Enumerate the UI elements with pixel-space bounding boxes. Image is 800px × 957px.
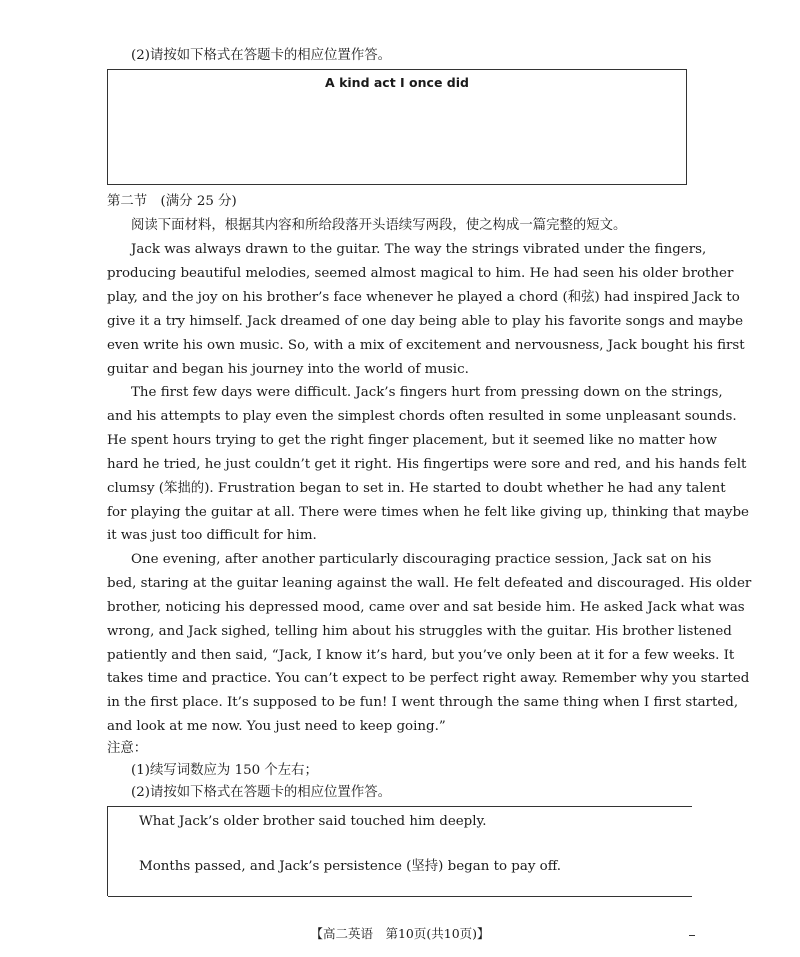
passage-line: brother, noticing his depressed mood, came over and sat beside him. He asked Jack what was — [107, 600, 745, 615]
task-instruction: 阅读下面材料，根据其内容和所给段落开头语续写两段，使之构成一篇完整的短文。 — [131, 218, 627, 233]
passage-line: takes time and practice. You can’t expect to be perfect right away. Remember why you started — [107, 671, 750, 686]
passage-line: guitar and began his journey into the world of music. — [107, 362, 469, 377]
passage-line: bed, staring at the guitar leaning against the wall. He felt defeated and discouraged. His older — [107, 576, 752, 591]
note-2: (2)请按如下格式在答题卡的相应位置作答。 — [131, 785, 391, 800]
passage-line: play, and the joy on his brother’s face whenever he played a chord (和弦) had inspired Jack to — [107, 290, 740, 305]
page-footer: 【高二英语 第10页(共10页)】 — [310, 926, 490, 941]
passage-line: and look at me now. You just need to keep going.” — [107, 719, 446, 734]
passage-line: He spent hours trying to get the right finger placement, but it seemed like no matter how — [107, 433, 717, 448]
passage-line: One evening, after another particularly discouraging practice session, Jack sat on his — [131, 552, 712, 567]
passage-line: for playing the guitar at all. There were times when he felt like giving up, thinking that maybe — [107, 505, 749, 520]
passage-line: The first few days were difficult. Jack’s fingers hurt from pressing down on the strings, — [131, 385, 723, 400]
passage-line: hard he tried, he just couldn’t get it right. His fingertips were sore and red, and his hands felt — [107, 457, 747, 472]
note-1: (1)续写词数应为 150 个左右； — [131, 763, 318, 778]
passage-line: producing beautiful melodies, seemed almost magical to him. He had seen his older brother — [107, 266, 734, 281]
passage-line: in the first place. It’s supposed to be fun! I went through the same thing when I first started, — [107, 695, 739, 710]
passage-line: patiently and then said, “Jack, I know it’s hard, but you’ve only been at it for a few weeks. It — [107, 648, 735, 663]
passage-line: give it a try himself. Jack dreamed of one day being able to play his favorite songs and maybe — [107, 314, 744, 329]
paragraph-starter-2: Months passed, and Jack’s persistence (坚持) began to pay off. — [139, 859, 562, 874]
top-instruction: (2)请按如下格式在答题卡的相应位置作答。 — [131, 48, 391, 63]
answer-box-1-title: A kind act I once did — [325, 75, 469, 90]
paragraph-starter-1: What Jack’s older brother said touched him deeply. — [139, 814, 487, 829]
passage-line: it was just too difficult for him. — [107, 528, 317, 543]
passage-line: Jack was always drawn to the guitar. The way the strings vibrated under the fingers, — [131, 242, 707, 257]
corner-mark — [689, 935, 695, 936]
passage-line: wrong, and Jack sighed, telling him about his struggles with the guitar. His brother listened — [107, 624, 732, 639]
section-heading: 第二节 (满分 25 分) — [107, 194, 237, 209]
passage-line: clumsy (笨拙的). Frustration began to set in. He started to doubt whether he had any talent — [107, 481, 726, 496]
passage-line: and his attempts to play even the simplest chords often resulted in some unpleasant sounds. — [107, 409, 737, 424]
passage-line: even write his own music. So, with a mix of excitement and nervousness, Jack bought his first — [107, 338, 745, 353]
notes-heading: 注意： — [107, 741, 148, 756]
